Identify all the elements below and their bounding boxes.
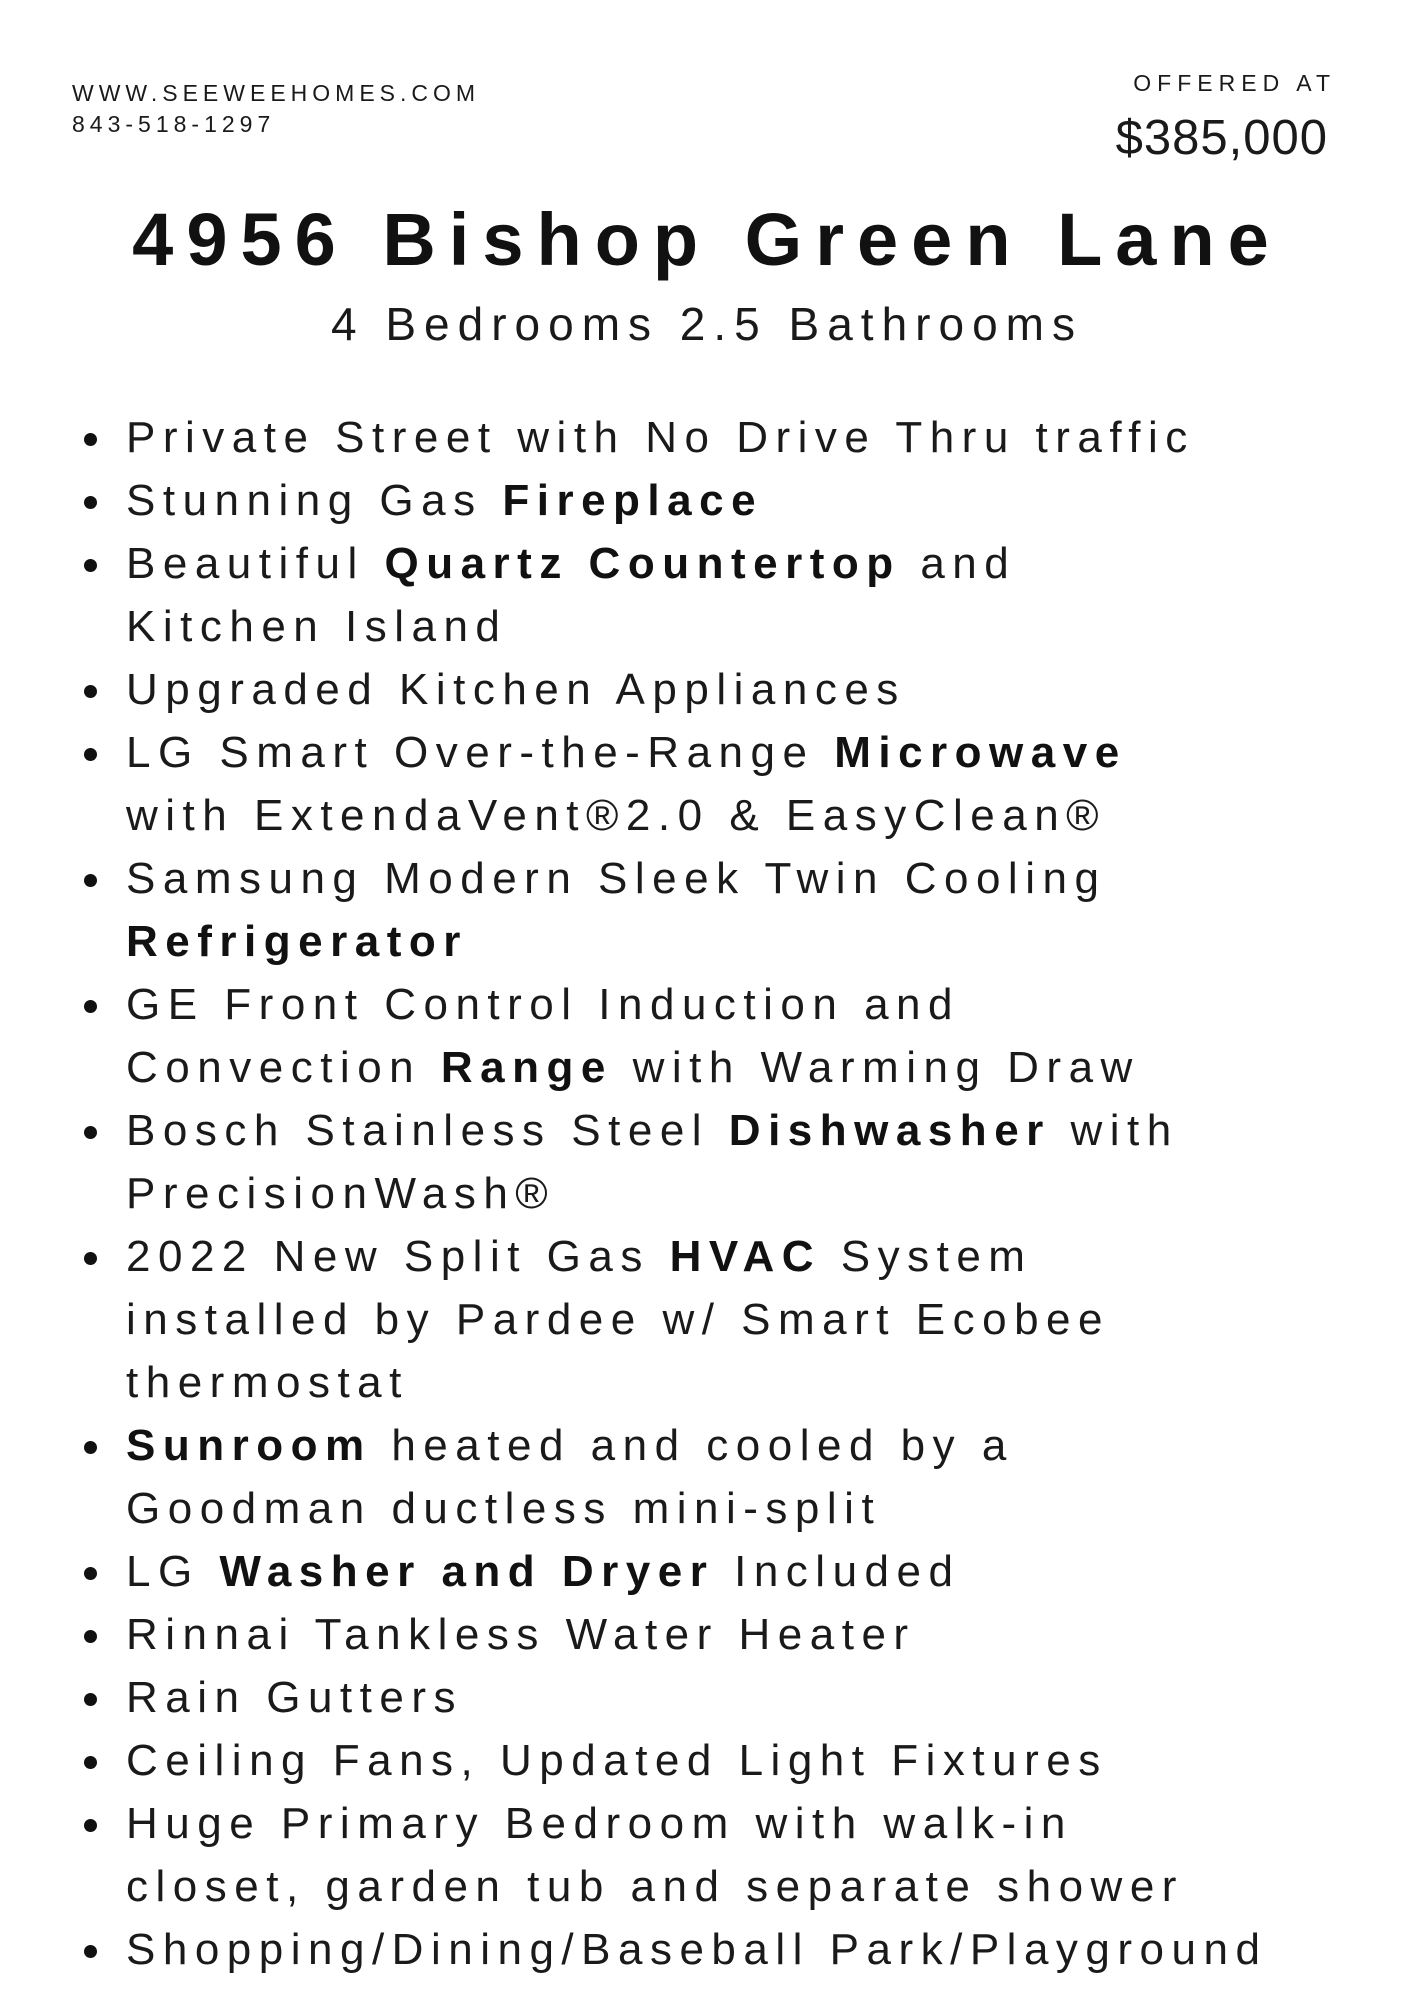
feature-line <box>126 910 1370 973</box>
price: $385,000 <box>1115 111 1328 165</box>
feature-highlight: Washer and Dryer <box>219 1547 715 1596</box>
offer-block <box>1115 68 1336 166</box>
feature-line <box>126 1351 1370 1414</box>
feature-line <box>126 1225 1370 1288</box>
feature-line <box>126 406 1370 469</box>
feature-text: Bosch Stainless Steel <box>126 1106 729 1155</box>
feature-text: LG Smart Over-the-Range <box>126 728 835 777</box>
feature-item <box>70 1918 1370 1981</box>
feature-text: with ExtendaVent®2.0 & EasyClean® <box>126 791 1107 840</box>
feature-text: Shopping/Dining/Baseball Park/Playground <box>126 1925 1268 1974</box>
feature-item <box>70 1099 1370 1225</box>
feature-item <box>70 1666 1370 1729</box>
feature-line <box>126 973 1370 1036</box>
feature-text: LG <box>126 1547 220 1596</box>
feature-item <box>70 658 1370 721</box>
feature-text: with <box>1050 1106 1179 1155</box>
feature-text: Rinnai Tankless Water Heater <box>126 1610 916 1659</box>
feature-line <box>126 1540 1370 1603</box>
feature-text: Beautiful <box>126 539 385 588</box>
feature-text: Stunning Gas <box>126 476 503 525</box>
feature-text: installed by Pardee w/ Smart Ecobee <box>126 1295 1110 1344</box>
website-text: WWW.SEEWEEHOMES.COM <box>72 80 481 106</box>
feature-item <box>70 1603 1370 1666</box>
feature-highlight: Sunroom <box>126 1421 372 1470</box>
feature-item <box>70 1225 1370 1414</box>
feature-text: Goodman ductless mini-split <box>126 1484 882 1533</box>
feature-list <box>70 406 1370 1981</box>
feature-text: Samsung Modern Sleek Twin Cooling <box>126 854 1107 903</box>
feature-line <box>126 1162 1370 1225</box>
feature-line <box>126 1288 1370 1351</box>
feature-text: Rain Gutters <box>126 1673 463 1722</box>
feature-text: Ceiling Fans, Updated Light Fixtures <box>126 1736 1108 1785</box>
feature-highlight: Fireplace <box>502 476 764 525</box>
feature-highlight: Microwave <box>834 728 1127 777</box>
feature-text: closet, garden tub and separate shower <box>126 1862 1184 1911</box>
feature-text: Private Street with No Drive Thru traffic <box>126 413 1195 462</box>
feature-text: with Warming Draw <box>612 1043 1140 1092</box>
feature-text: and <box>900 539 1017 588</box>
feature-highlight: Refrigerator <box>126 917 468 966</box>
feature-text: Convection <box>126 1043 441 1092</box>
feature-line <box>126 1855 1370 1918</box>
feature-highlight: HVAC <box>669 1232 822 1281</box>
feature-text: Upgraded Kitchen Appliances <box>126 665 906 714</box>
feature-item <box>70 1414 1370 1540</box>
feature-line <box>126 1603 1370 1666</box>
feature-line <box>126 847 1370 910</box>
feature-highlight: Range <box>440 1043 613 1092</box>
feature-text: heated and cooled by a <box>371 1421 1014 1470</box>
feature-text: System <box>821 1232 1033 1281</box>
feature-line <box>126 1414 1370 1477</box>
feature-item <box>70 1540 1370 1603</box>
feature-item <box>70 721 1370 847</box>
feature-text: 2022 New Split Gas <box>126 1232 670 1281</box>
feature-line <box>126 784 1370 847</box>
feature-item <box>70 532 1370 658</box>
listing-address: 4956 Bishop Green Lane <box>132 198 1282 281</box>
feature-highlight: Dishwasher <box>728 1106 1051 1155</box>
feature-line <box>126 532 1370 595</box>
feature-line <box>126 1036 1370 1099</box>
feature-item <box>70 1792 1370 1918</box>
feature-line <box>126 1477 1370 1540</box>
phone-text: 843-518-1297 <box>72 111 276 137</box>
contact-info <box>72 78 480 140</box>
feature-text: Included <box>714 1547 961 1596</box>
feature-line <box>126 595 1370 658</box>
feature-text: thermostat <box>126 1358 409 1407</box>
feature-highlight: Quartz Countertop <box>384 539 901 588</box>
feature-line <box>126 721 1370 784</box>
feature-line <box>126 1918 1370 1981</box>
feature-text: GE Front Control Induction and <box>126 980 960 1029</box>
feature-item <box>70 847 1370 973</box>
feature-text: PrecisionWash® <box>126 1169 556 1218</box>
listing-summary: 4 Bedrooms 2.5 Bathrooms <box>331 298 1083 350</box>
feature-line <box>126 1792 1370 1855</box>
feature-item <box>70 973 1370 1099</box>
feature-text: Kitchen Island <box>126 602 508 651</box>
feature-text: Huge Primary Bedroom with walk-in <box>126 1799 1073 1848</box>
feature-line <box>126 1729 1370 1792</box>
feature-line <box>126 469 1370 532</box>
feature-item <box>70 469 1370 532</box>
feature-item <box>70 406 1370 469</box>
feature-line <box>126 1099 1370 1162</box>
offer-label: OFFERED AT <box>1133 70 1336 96</box>
feature-line <box>126 1666 1370 1729</box>
feature-line <box>126 658 1370 721</box>
feature-item <box>70 1729 1370 1792</box>
